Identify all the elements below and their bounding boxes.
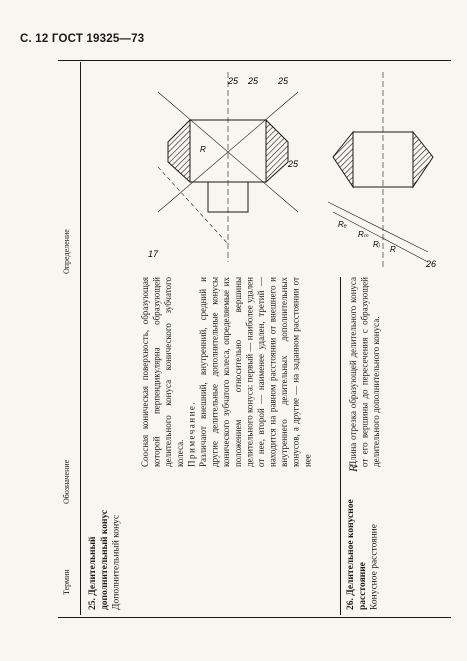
- figure-cone-distance: [328, 72, 436, 269]
- callout-17: 17: [148, 249, 159, 259]
- callout-r: R: [200, 145, 206, 154]
- note-text: Различают внешний, внутренний, средний и другие делительные дополнительные конусы конического зубчатого колеса, определяемые их положением относительно вершины делительного конуса: первый — наиболее удален от нее, второй — наименее удален, третий — находится на равном расстоянии от внешнего и внутреннего делительных дополнительных конусов, а другие — на заданном расстоянии от нее: [197, 277, 313, 467]
- rotated-table: [58, 62, 451, 615]
- term-26: [346, 470, 392, 610]
- gear-tooth-section: [266, 120, 288, 182]
- term-26-name: 26. Делительное конусное расстояние: [346, 499, 368, 610]
- gear-tooth-section: [413, 132, 433, 187]
- label-ri: Rᵢ: [373, 240, 380, 249]
- callout-25: 25: [278, 76, 289, 86]
- header-rule-bottom: [58, 617, 451, 618]
- label-rm: Rₘ: [358, 230, 369, 239]
- term-25-name: 25. Делительный дополнительный конус: [88, 509, 110, 610]
- definition-26: Длина отрезка образующей делительного конуса от его вершины до пересечения с образующей делительного дополнительного конуса.: [348, 277, 382, 467]
- label-r: R: [390, 245, 396, 254]
- definition-25: [140, 277, 313, 467]
- term-26-synonym: Конусное расстояние: [369, 524, 380, 610]
- gear-tooth-section: [168, 120, 190, 182]
- column-header-definition: Определение: [62, 229, 71, 275]
- figure-additional-cone: [148, 72, 299, 262]
- page-header: С. 12 ГОСТ 19325—73: [20, 33, 145, 45]
- column-separator: [80, 532, 451, 533]
- column-header-term: Термин: [62, 569, 71, 595]
- callout-25: 25: [248, 76, 259, 86]
- label-re: Rₑ: [338, 220, 347, 229]
- row-separator: [340, 277, 341, 615]
- note-label: Примечание.: [186, 400, 197, 467]
- column-header-designation: Обозначение: [62, 459, 71, 505]
- gear-tooth-section: [333, 132, 353, 187]
- term-25-synonym: Дополнительный конус: [111, 514, 122, 610]
- definition-25-text: Соосная коническая поверхность, образующая которой перпендикулярна образующей делительного конуса конического зубчатого колеса.: [140, 277, 185, 467]
- cone-line: [158, 167, 228, 244]
- term-25: [88, 470, 134, 610]
- dimension-line: [333, 212, 428, 262]
- designation-26: R: [346, 464, 360, 472]
- bevel-gear-drawings: [128, 62, 448, 272]
- header-rule: [58, 60, 451, 61]
- callout-25: 25: [288, 159, 299, 169]
- callout-26: 26: [426, 259, 437, 269]
- callout-25: 25: [228, 76, 239, 86]
